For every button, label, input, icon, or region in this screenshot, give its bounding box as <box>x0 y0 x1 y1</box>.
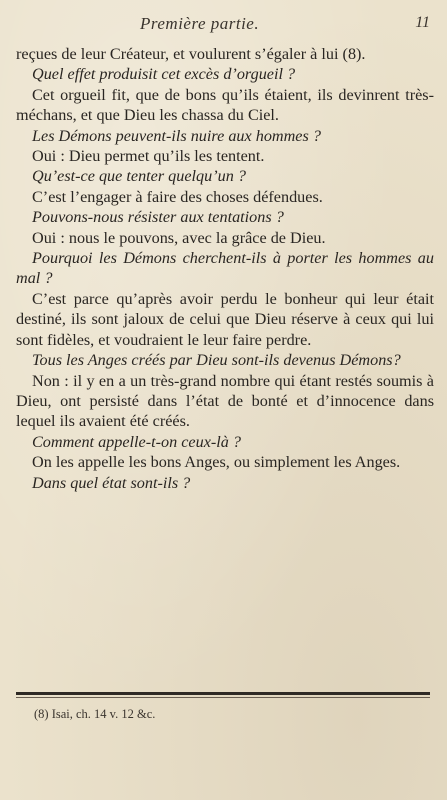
question-5: Pourquoi les Démons cherchent-ils à porter les hommes au mal ? <box>16 249 434 288</box>
footnote-rule <box>16 692 430 695</box>
answer-4: Oui : nous le pouvons, avec la grâce de Dieu. <box>32 228 326 247</box>
running-title: Première partie. <box>140 14 260 33</box>
question-6: Tous les Anges créés par Dieu sont-ils devenus Démons? <box>32 351 401 370</box>
page-number: 11 <box>415 14 430 31</box>
footnote: (8) Isai, ch. 14 v. 12 &c. <box>34 707 156 721</box>
answer-6: Non : il y en a un très-grand nombre qui étant restés soumis à Dieu, ont persisté dans l’état de bonté et d’innocence dans lequel ils avaient été créés. <box>16 371 434 431</box>
question-2: Les Démons peuvent-ils nuire aux hommes ? <box>32 126 321 145</box>
answer-7: On les appelle les bons Anges, ou simplement les Anges. <box>32 453 401 472</box>
question-8: Dans quel état sont-ils ? <box>32 473 191 492</box>
answer-5: C’est parce qu’après avoir perdu le bonheur qui leur était destiné, ils sont jaloux de celui que Dieu réserve à ceux qui lui sont fidèles, et voudraient le leur faire perdre. <box>16 289 434 349</box>
answer-2: Oui : Dieu permet qu’ils les tentent. <box>32 147 265 166</box>
question-4: Pouvons-nous résister aux tentations ? <box>32 208 284 227</box>
question-7: Comment appelle-t-on ceux-là ? <box>32 432 242 451</box>
body-text <box>16 44 434 493</box>
question-3: Qu’est-ce que tenter quelqu’un ? <box>32 167 246 186</box>
running-header <box>140 10 430 36</box>
answer-1: Cet orgueil fit, que de bons qu’ils étaient, ils devinrent très-méchans, et que Dieu les chassa du Ciel. <box>16 85 434 125</box>
question-1: Quel effet produisit cet excès d’orgueil ? <box>32 65 296 84</box>
footnote-rule-thin <box>16 697 430 698</box>
paragraph-continuation: reçues de leur Créateur, et voulurent s’égaler à lui (8). <box>16 45 366 63</box>
answer-3: C’est l’engager à faire des choses défendues. <box>32 187 323 206</box>
